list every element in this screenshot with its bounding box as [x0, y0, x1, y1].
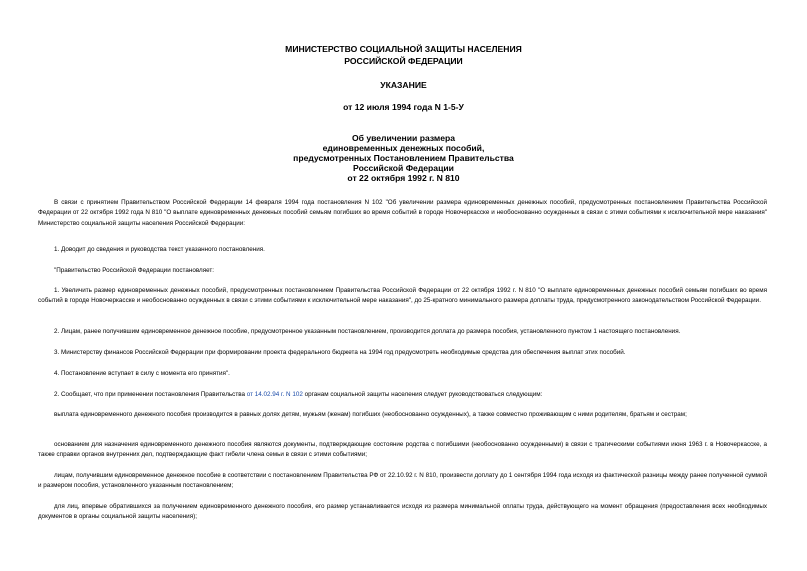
paragraph-item-2-text-before: 2. Сообщает, что при применении постановления Правительства	[54, 391, 247, 398]
ministry-name-line1: МИНИСТЕРСТВО СОЦИАЛЬНОЙ ЗАЩИТЫ НАСЕЛЕНИЯ	[285, 44, 522, 54]
paragraph-preamble: В связи с принятием Правительством Российской Федерации 14 февраля 1994 года постановления N 102 "Об увеличении размера единовременных денежных пособий, предусмотренных постановлением Правительства Российской Федерации от 22 октября 1992 года N 810 "О выплате единовременных денежных пособий семьям погибших во время событий в городе Новочеркасске и необоснованно осужденных в связи с этими событиями к исключительной мере наказания" Министерство социальной защиты населения Российской Федерации:	[38, 199, 767, 227]
paragraph-item-1: 1. Доводит до сведения и руководства текст указанного постановления.	[54, 246, 265, 253]
title-line5: от 22 октября 1992 г. N 810	[347, 173, 460, 183]
document-type: УКАЗАНИЕ	[380, 80, 427, 90]
title-line1: Об увеличении размера	[351, 133, 456, 143]
title-line2: единовременных денежных пособий,	[322, 143, 485, 153]
paragraph-resolution-4: 4. Постановление вступает в силу с момента его принятия".	[54, 370, 230, 377]
title-line4: Российской Федерации	[353, 163, 454, 173]
title-line3: предусмотренных Постановлением Правительства	[293, 153, 514, 163]
ministry-name-line2: РОССИЙСКОЙ ФЕДЕРАЦИИ	[344, 56, 463, 66]
document-date: от 12 июля 1994 года N 1-5-У	[343, 102, 464, 112]
paragraph-resolution-2: 2. Лицам, ранее получившим единовременное денежное пособие, предусмотренное указанным постановлением, производится доплата до размера пособия, установленного пунктом 1 настоящего постановления.	[54, 328, 681, 335]
paragraph-item-2-text-after: органам социальной защиты населения следует руководствоваться следующим:	[302, 391, 543, 398]
paragraph-item-2	[38, 390, 767, 400]
paragraph-resolution-1: 1. Увеличить размер единовременных денежных пособий, предусмотренных постановлением Правительства Российской Федерации от 22 октября 1992 г. N 810 "О выплате единовременных денежных пособий семьям погибших во время событий в городе Новочеркасске и необоснованно осужденных в связи с этими событиями к исключительной мере наказания", до 25-кратного минимального размера доплаты труда, предусмотренного законодательством Российской Федерации.	[38, 287, 767, 305]
paragraph-first-time-applicants: для лиц, впервые обратившихся за получением единовременного денежного пособия, его размер устанавливается исходя из размера минимальной оплаты труда, действующего на момент обращения (предоставления всех необходимых документов в органы социальной защиты населения);	[38, 503, 767, 521]
paragraph-quote-start: "Правительство Российской Федерации постановляет:	[54, 267, 215, 274]
paragraph-additional-payment: лицам, получившим единовременное денежное пособие в соответствии с постановлением Правительства РФ от 22.10.92 г. N 810, произвести доплату до 1 сентября 1994 года исходя из фактической разницы между ранее полученной суммой и размером пособия, установленного указанным постановлением;	[38, 472, 767, 490]
paragraph-basis-documents: основанием для назначения единовременного денежного пособия являются документы, подтверждающие состояние родства с погибшими (необоснованно осужденными) в связи с трагическими событиями июня 1963 г. в Новочеркасске, а также справки органов внутренних дел, подтверждающие факт гибели члена семьи в связи с этими событиями;	[38, 441, 767, 459]
paragraph-resolution-3: 3. Министерству финансов Российской Федерации при формировании проекта федерального бюджета на 1994 год предусмотреть необходимые средства для обеспечения выплат этих пособий.	[54, 349, 626, 356]
paragraph-payment-shares: выплата единовременного денежного пособия производится в равных долях детям, мужьям (женам) погибших (необоснованно осужденных), а также совместно проживающим с ними родителям, братьям и сестрам;	[54, 411, 687, 418]
resolution-102-link[interactable]: от 14.02.94 г. N 102	[246, 391, 303, 398]
